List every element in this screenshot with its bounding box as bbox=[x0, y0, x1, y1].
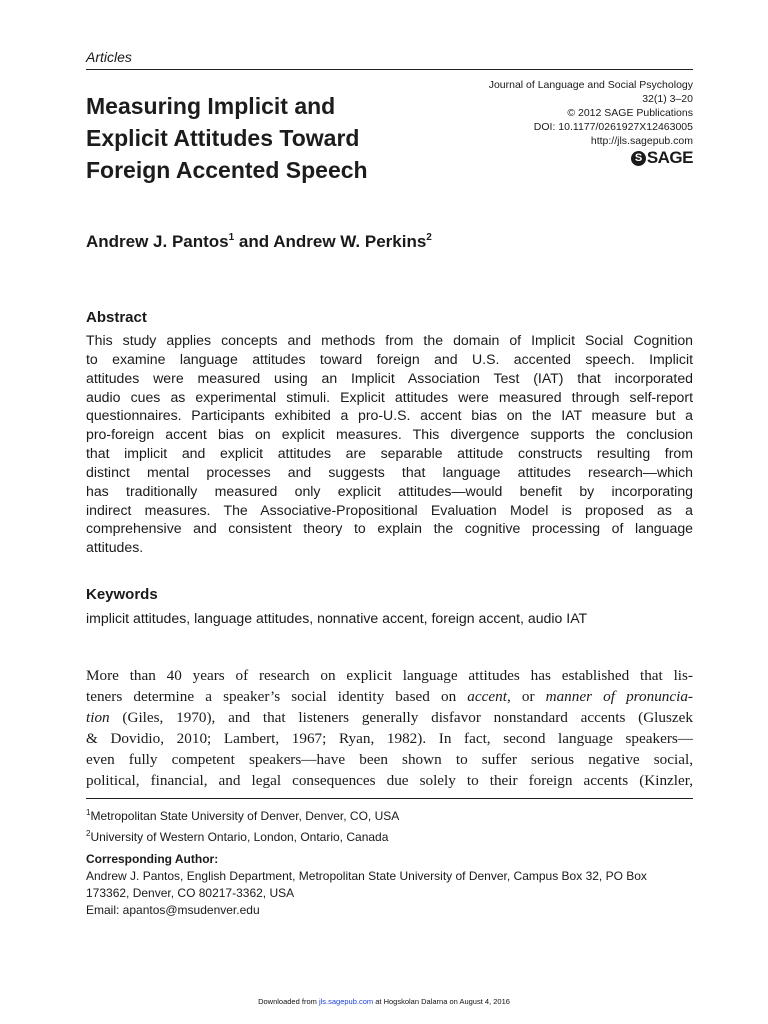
journal-doi[interactable]: DOI: 10.1177/0261927X12463005 bbox=[533, 121, 693, 133]
download-notice bbox=[0, 997, 768, 1006]
abstract-line: questionnaires. Participants exhibited a pro-U.S. accent bias on the IAT measure but a bbox=[86, 407, 693, 424]
affiliation-item bbox=[86, 825, 399, 846]
corresponding-author bbox=[86, 851, 647, 919]
header-rule bbox=[86, 69, 693, 70]
body-text-run: (Giles, 1970), and that listeners generally disfavor nonstandard accents (Gluszek bbox=[109, 709, 693, 727]
keywords-heading: Keywords bbox=[86, 586, 158, 603]
title-line: Explicit Attitudes Toward bbox=[86, 125, 360, 151]
journal-issue: 32(1) 3–20 bbox=[642, 93, 693, 105]
body-text-run: , or bbox=[506, 688, 546, 706]
body-line: & Dovidio, 2010; Lambert, 1967; Ryan, 1982). In fact, second language speakers— bbox=[86, 730, 693, 748]
affiliation-text: Metropolitan State University of Denver, Denver, CO, USA bbox=[90, 809, 400, 823]
body-line bbox=[86, 707, 693, 728]
abstract-line: audio cues as experimental stimuli. Explicit attitudes were measured through self-report bbox=[86, 388, 693, 405]
affiliation-mark: 2 bbox=[86, 829, 91, 838]
body-text-run: teners determine a speaker’s social identity based on bbox=[86, 688, 468, 706]
abstract-line: distinct mental processes and suggests that language attitudes research—which bbox=[86, 463, 693, 480]
body-italic-run: accent bbox=[467, 688, 507, 706]
affiliation-mark: 2 bbox=[426, 232, 432, 243]
keywords-text: implicit attitudes, language attitudes, nonnative accent, foreign accent, audio IAT bbox=[86, 610, 588, 626]
sage-s-icon: S bbox=[631, 151, 646, 166]
affiliation-mark: 1 bbox=[228, 232, 235, 243]
affiliation-item bbox=[86, 804, 399, 825]
abstract-heading: Abstract bbox=[86, 309, 147, 326]
body-line bbox=[86, 686, 693, 707]
abstract-line: to examine language attitudes toward foreign and U.S. accented speech. Implicit bbox=[86, 350, 693, 367]
journal-name: Journal of Language and Social Psychology bbox=[488, 79, 693, 91]
body-line: political, financial, and legal consequences due solely to their foreign accents (Kinzler, bbox=[86, 772, 693, 790]
abstract-line: attitudes. bbox=[86, 539, 144, 556]
body-italic-run: tion bbox=[86, 709, 110, 727]
title-line: Foreign Accented Speech bbox=[86, 157, 368, 183]
author-name: Andrew W. Perkins bbox=[273, 232, 427, 251]
abstract-text bbox=[86, 331, 693, 557]
abstract-line: This study applies concepts and methods from the domain of Implicit Social Cognition bbox=[86, 332, 693, 348]
abstract-line: comprehensive and consistent theory to explain the cognitive processing of language bbox=[86, 520, 693, 537]
abstract-line: attitudes were measured using an Implicit Association Test (IAT) that incorporated bbox=[86, 369, 693, 386]
affiliations bbox=[86, 804, 399, 846]
body-paragraph bbox=[86, 665, 693, 792]
corresponding-address: 173362, Denver, CO 80217-3362, USA bbox=[86, 886, 295, 900]
body-line: More than 40 years of research on explicit language attitudes has established that lis- bbox=[86, 667, 693, 684]
abstract-line: pro-foreign accent bias on explicit measures. This divergence supports the conclusion bbox=[86, 426, 693, 443]
body-line: even fully competent speakers—have been shown to suffer serious negative social, bbox=[86, 751, 693, 769]
corresponding-address: Andrew J. Pantos, English Department, Metropolitan State University of Denver, Campus Box 32, PO Box bbox=[86, 869, 647, 883]
affiliation-text: University of Western Ontario, London, Ontario, Canada bbox=[90, 830, 389, 844]
section-label: Articles bbox=[86, 49, 132, 65]
affiliation-mark: 1 bbox=[86, 808, 91, 817]
download-link[interactable]: jls.sagepub.com bbox=[318, 997, 374, 1006]
article-title bbox=[86, 90, 466, 186]
journal-url[interactable]: http://jls.sagepub.com bbox=[590, 135, 693, 147]
footnote-rule bbox=[86, 798, 693, 799]
journal-copyright: © 2012 SAGE Publications bbox=[567, 107, 693, 119]
title-line: Measuring Implicit and bbox=[86, 93, 336, 119]
author-name: Andrew J. Pantos bbox=[86, 232, 229, 251]
corresponding-email[interactable]: Email: apantos@msudenver.edu bbox=[86, 903, 260, 917]
sage-logo bbox=[631, 148, 693, 168]
abstract-line: indirect measures. The Associative-Propositional Evaluation Model is proposed as a bbox=[86, 501, 693, 518]
download-prefix: Downloaded from bbox=[258, 997, 319, 1006]
journal-info bbox=[489, 78, 693, 148]
corresponding-author-label: Corresponding Author: bbox=[86, 852, 219, 866]
sage-logo-text: SAGE bbox=[646, 148, 693, 167]
download-suffix: at Hogskolan Dalarna on August 4, 2016 bbox=[373, 997, 510, 1006]
author-connector: and bbox=[234, 232, 274, 251]
author-line bbox=[86, 232, 432, 252]
abstract-line: has traditionally measured only explicit attitudes—would benefit by incorporating bbox=[86, 482, 693, 499]
abstract-line: that implicit and explicit attitudes are separable attitude constructs resulting from bbox=[86, 445, 693, 462]
body-italic-run: manner of pronuncia- bbox=[545, 688, 693, 706]
